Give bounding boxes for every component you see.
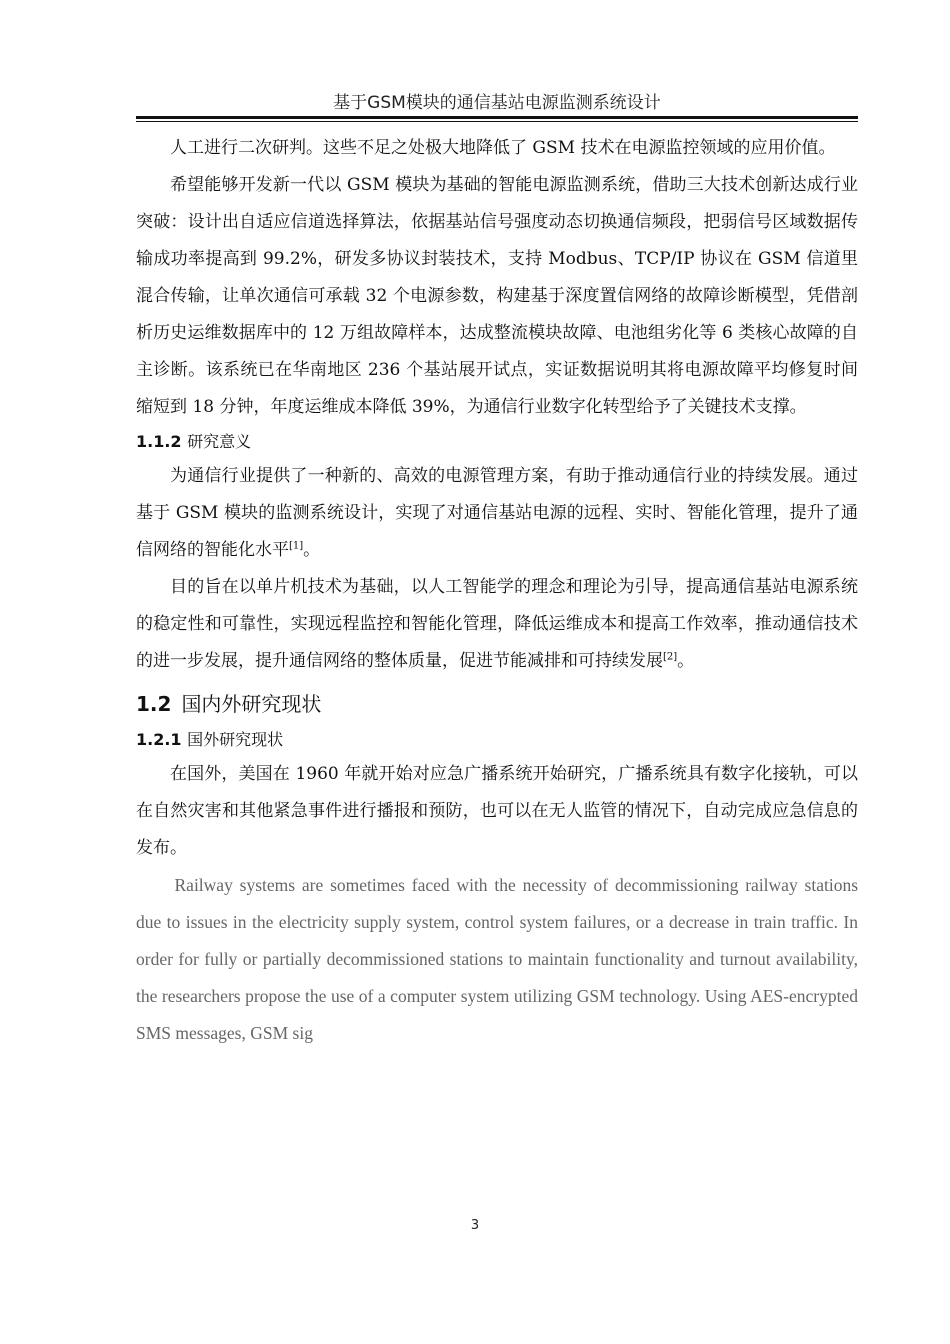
paragraph-significance-1 (136, 458, 858, 569)
paragraph-system-goals: 希望能够开发新一代以 GSM 模块为基础的智能电源监测系统，借助三大技术创新达成行业突破：设计出自适应信道选择算法，依据基站信号强度动态切换通信频段，把弱信号区域数据传输成功率提高到 99.2%，研发多协议封装技术，支持 Modbus、TCP/IP 协议在 GSM 信道里混合传输，让单次通信可承载 32 个电源参数，构建基于深度置信网络的故障诊断模型，凭借剖析历史运维数据库中的 12 万组故障样本，达成整流模块故障、电池组劣化等 6 类核心故障的自主诊断。该系统已在华南地区 236 个基站展开试点，实证数据说明其将电源故障平均修复时间缩短到 18 分钟，年度运维成本降低 39%，为通信行业数字化转型给予了关键技术支撑。 (136, 175, 858, 417)
heading-number: 1.1.2 (136, 432, 182, 451)
heading-1-2 (136, 684, 858, 724)
heading-title: 国内外研究现状 (181, 692, 322, 716)
heading-number: 1.2 (136, 692, 172, 716)
header-rule-thin (136, 121, 858, 122)
heading-1-1-2 (136, 426, 858, 458)
paragraph-english-excerpt: Railway systems are sometimes faced with the necessity of decommissioning railway stations due to issues in the electricity supply system, control system failures, or a decrease in train traffic. In order for fully or partially decommissioned stations to maintain functionality and turnout availability, the researchers propose the use of a computer system utilizing GSM technology. Using AES-encrypted SMS messages, GSM sig (136, 875, 858, 1043)
heading-title: 国外研究现状 (187, 730, 284, 749)
header-rule-thick (136, 116, 858, 119)
citation-ref-1: [1] (289, 540, 304, 552)
paragraph-continued: 人工进行二次研判。这些不足之处极大地降低了 GSM 技术在电源监控领域的应用价值。 (170, 138, 836, 158)
heading-number: 1.2.1 (136, 730, 182, 749)
paragraph-text: 目的旨在以单片机技术为基础，以人工智能学的理念和理论为引导，提高通信基站电源系统的稳定性和可靠性，实现远程监控和智能化管理，降低运维成本和提高工作效率，推动通信技术的进一步发展，提升通信网络的整体质量，促进节能减排和可持续发展 (136, 577, 858, 671)
page-number: 3 (470, 1218, 480, 1233)
paragraph-foreign-research: 在国外，美国在 1960 年就开始对应急广播系统开始研究，广播系统具有数字化接轨，可以在自然灾害和其他紧急事件进行播报和预防，也可以在无人监管的情况下，自动完成应急信息的发布。 (136, 764, 858, 858)
paragraph-end: 。 (677, 651, 695, 671)
citation-ref-2: [2] (663, 651, 678, 663)
heading-1-2-1 (136, 724, 858, 756)
page-body (136, 130, 858, 1052)
running-header: 基于GSM模块的通信基站电源监测系统设计 (333, 93, 661, 113)
paragraph-text: 为通信行业提供了一种新的、高效的电源管理方案，有助于推动通信行业的持续发展。通过基于 GSM 模块的监测系统设计，实现了对通信基站电源的远程、实时、智能化管理，提升了通信网络的智能化水平 (136, 466, 858, 560)
paragraph-end: 。 (303, 540, 321, 560)
paragraph-significance-2 (136, 569, 858, 680)
heading-title: 研究意义 (187, 432, 252, 451)
